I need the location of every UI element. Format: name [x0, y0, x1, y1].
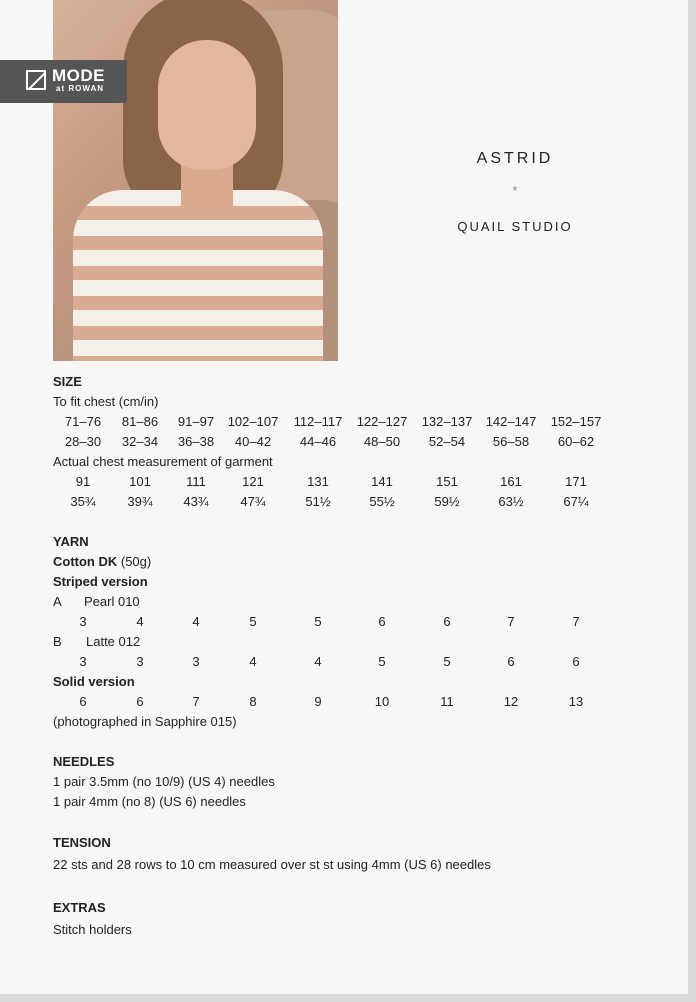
- table-cell: 32–34: [121, 434, 159, 449]
- tension-text: 22 sts and 28 rows to 10 cm measured over st st using 4mm (US 6) needles: [53, 857, 491, 872]
- table-cell: 161: [500, 474, 522, 489]
- table-cell: 47¾: [240, 494, 266, 509]
- shade-b-name: Latte 012: [86, 634, 141, 649]
- brand-badge: [0, 60, 127, 103]
- table-cell: 44–46: [299, 434, 337, 449]
- table-cell: 4: [249, 654, 257, 669]
- needles-line-2: 1 pair 4mm (no 8) (US 6) needles: [53, 794, 246, 809]
- table-cell: 13: [568, 694, 584, 709]
- title-separator: *: [512, 183, 518, 198]
- table-cell: 3: [79, 654, 87, 669]
- yarn-type: [53, 554, 151, 570]
- table-cell: 122–127: [356, 414, 408, 429]
- table-cell: 3: [79, 614, 87, 629]
- table-cell: 4: [314, 654, 322, 669]
- table-cell: 121: [242, 474, 264, 489]
- table-cell: 152–157: [550, 414, 602, 429]
- mode-logo-icon: [26, 70, 46, 90]
- table-cell: 11: [440, 694, 454, 709]
- table-cell: 3: [136, 654, 144, 669]
- model-photo: [53, 0, 338, 361]
- table-cell: 12: [503, 694, 519, 709]
- table-cell: 5: [249, 614, 257, 629]
- table-cell: 6: [507, 654, 515, 669]
- table-cell: 5: [443, 654, 451, 669]
- table-cell: 36–38: [177, 434, 215, 449]
- designer-name: QUAIL STUDIO: [457, 219, 573, 234]
- table-cell: 6: [572, 654, 580, 669]
- fit-label: To fit chest (cm/in): [53, 394, 159, 409]
- table-cell: 6: [443, 614, 451, 629]
- size-heading: SIZE: [53, 374, 82, 389]
- table-cell: 71–76: [64, 414, 102, 429]
- needles-heading: NEEDLES: [53, 754, 115, 769]
- table-cell: 7: [507, 614, 515, 629]
- shade-b-letter: B: [53, 634, 62, 649]
- table-cell: 40–42: [234, 434, 272, 449]
- extras-text: Stitch holders: [53, 922, 132, 937]
- table-cell: 132–137: [421, 414, 473, 429]
- table-cell: 3: [192, 654, 200, 669]
- table-cell: 151: [436, 474, 458, 489]
- table-cell: 5: [314, 614, 322, 629]
- table-cell: 59½: [434, 494, 460, 509]
- table-cell: 4: [192, 614, 200, 629]
- table-cell: 43¾: [183, 494, 209, 509]
- solid-label: Solid version: [53, 674, 135, 689]
- needles-line-1: 1 pair 3.5mm (no 10/9) (US 4) needles: [53, 774, 275, 789]
- table-cell: 28–30: [64, 434, 102, 449]
- table-cell: 9: [314, 694, 322, 709]
- table-cell: 7: [192, 694, 200, 709]
- pattern-name: ASTRID: [476, 150, 554, 167]
- table-cell: 131: [307, 474, 329, 489]
- actual-label: Actual chest measurement of garment: [53, 454, 273, 469]
- table-cell: 63½: [498, 494, 524, 509]
- table-cell: 56–58: [492, 434, 530, 449]
- table-cell: 141: [371, 474, 393, 489]
- table-cell: 91–97: [177, 414, 215, 429]
- table-cell: 7: [572, 614, 580, 629]
- extras-heading: EXTRAS: [53, 900, 106, 915]
- table-cell: 60–62: [557, 434, 595, 449]
- brand-name: MODE: [52, 66, 105, 85]
- table-cell: 39¾: [127, 494, 153, 509]
- table-cell: 5: [378, 654, 386, 669]
- table-cell: 6: [378, 614, 386, 629]
- photo-note: (photographed in Sapphire 015): [53, 714, 237, 729]
- table-cell: 6: [136, 694, 144, 709]
- yarn-type-weight: (50g): [117, 554, 152, 569]
- striped-label: Striped version: [53, 574, 148, 589]
- table-cell: 102–107: [227, 414, 279, 429]
- table-cell: 67¼: [563, 494, 589, 509]
- table-cell: 35¾: [70, 494, 96, 509]
- brand-sub: at ROWAN: [56, 84, 104, 93]
- table-cell: 10: [374, 694, 390, 709]
- table-cell: 101: [129, 474, 151, 489]
- table-cell: 8: [249, 694, 257, 709]
- table-cell: 171: [565, 474, 587, 489]
- table-cell: 52–54: [428, 434, 466, 449]
- shade-a-name: Pearl 010: [84, 594, 140, 609]
- yarn-type-name: Cotton DK: [53, 554, 118, 569]
- table-cell: 112–117: [293, 414, 343, 429]
- table-cell: 4: [136, 614, 144, 629]
- table-cell: 48–50: [363, 434, 401, 449]
- table-cell: 91: [75, 474, 91, 489]
- table-cell: 6: [79, 694, 87, 709]
- table-cell: 111: [186, 474, 206, 489]
- tension-heading: TENSION: [53, 835, 111, 850]
- table-cell: 81–86: [121, 414, 159, 429]
- table-cell: 142–147: [485, 414, 537, 429]
- table-cell: 55½: [369, 494, 395, 509]
- yarn-heading: YARN: [53, 534, 89, 549]
- shade-a-letter: A: [53, 594, 62, 609]
- table-cell: 51½: [305, 494, 331, 509]
